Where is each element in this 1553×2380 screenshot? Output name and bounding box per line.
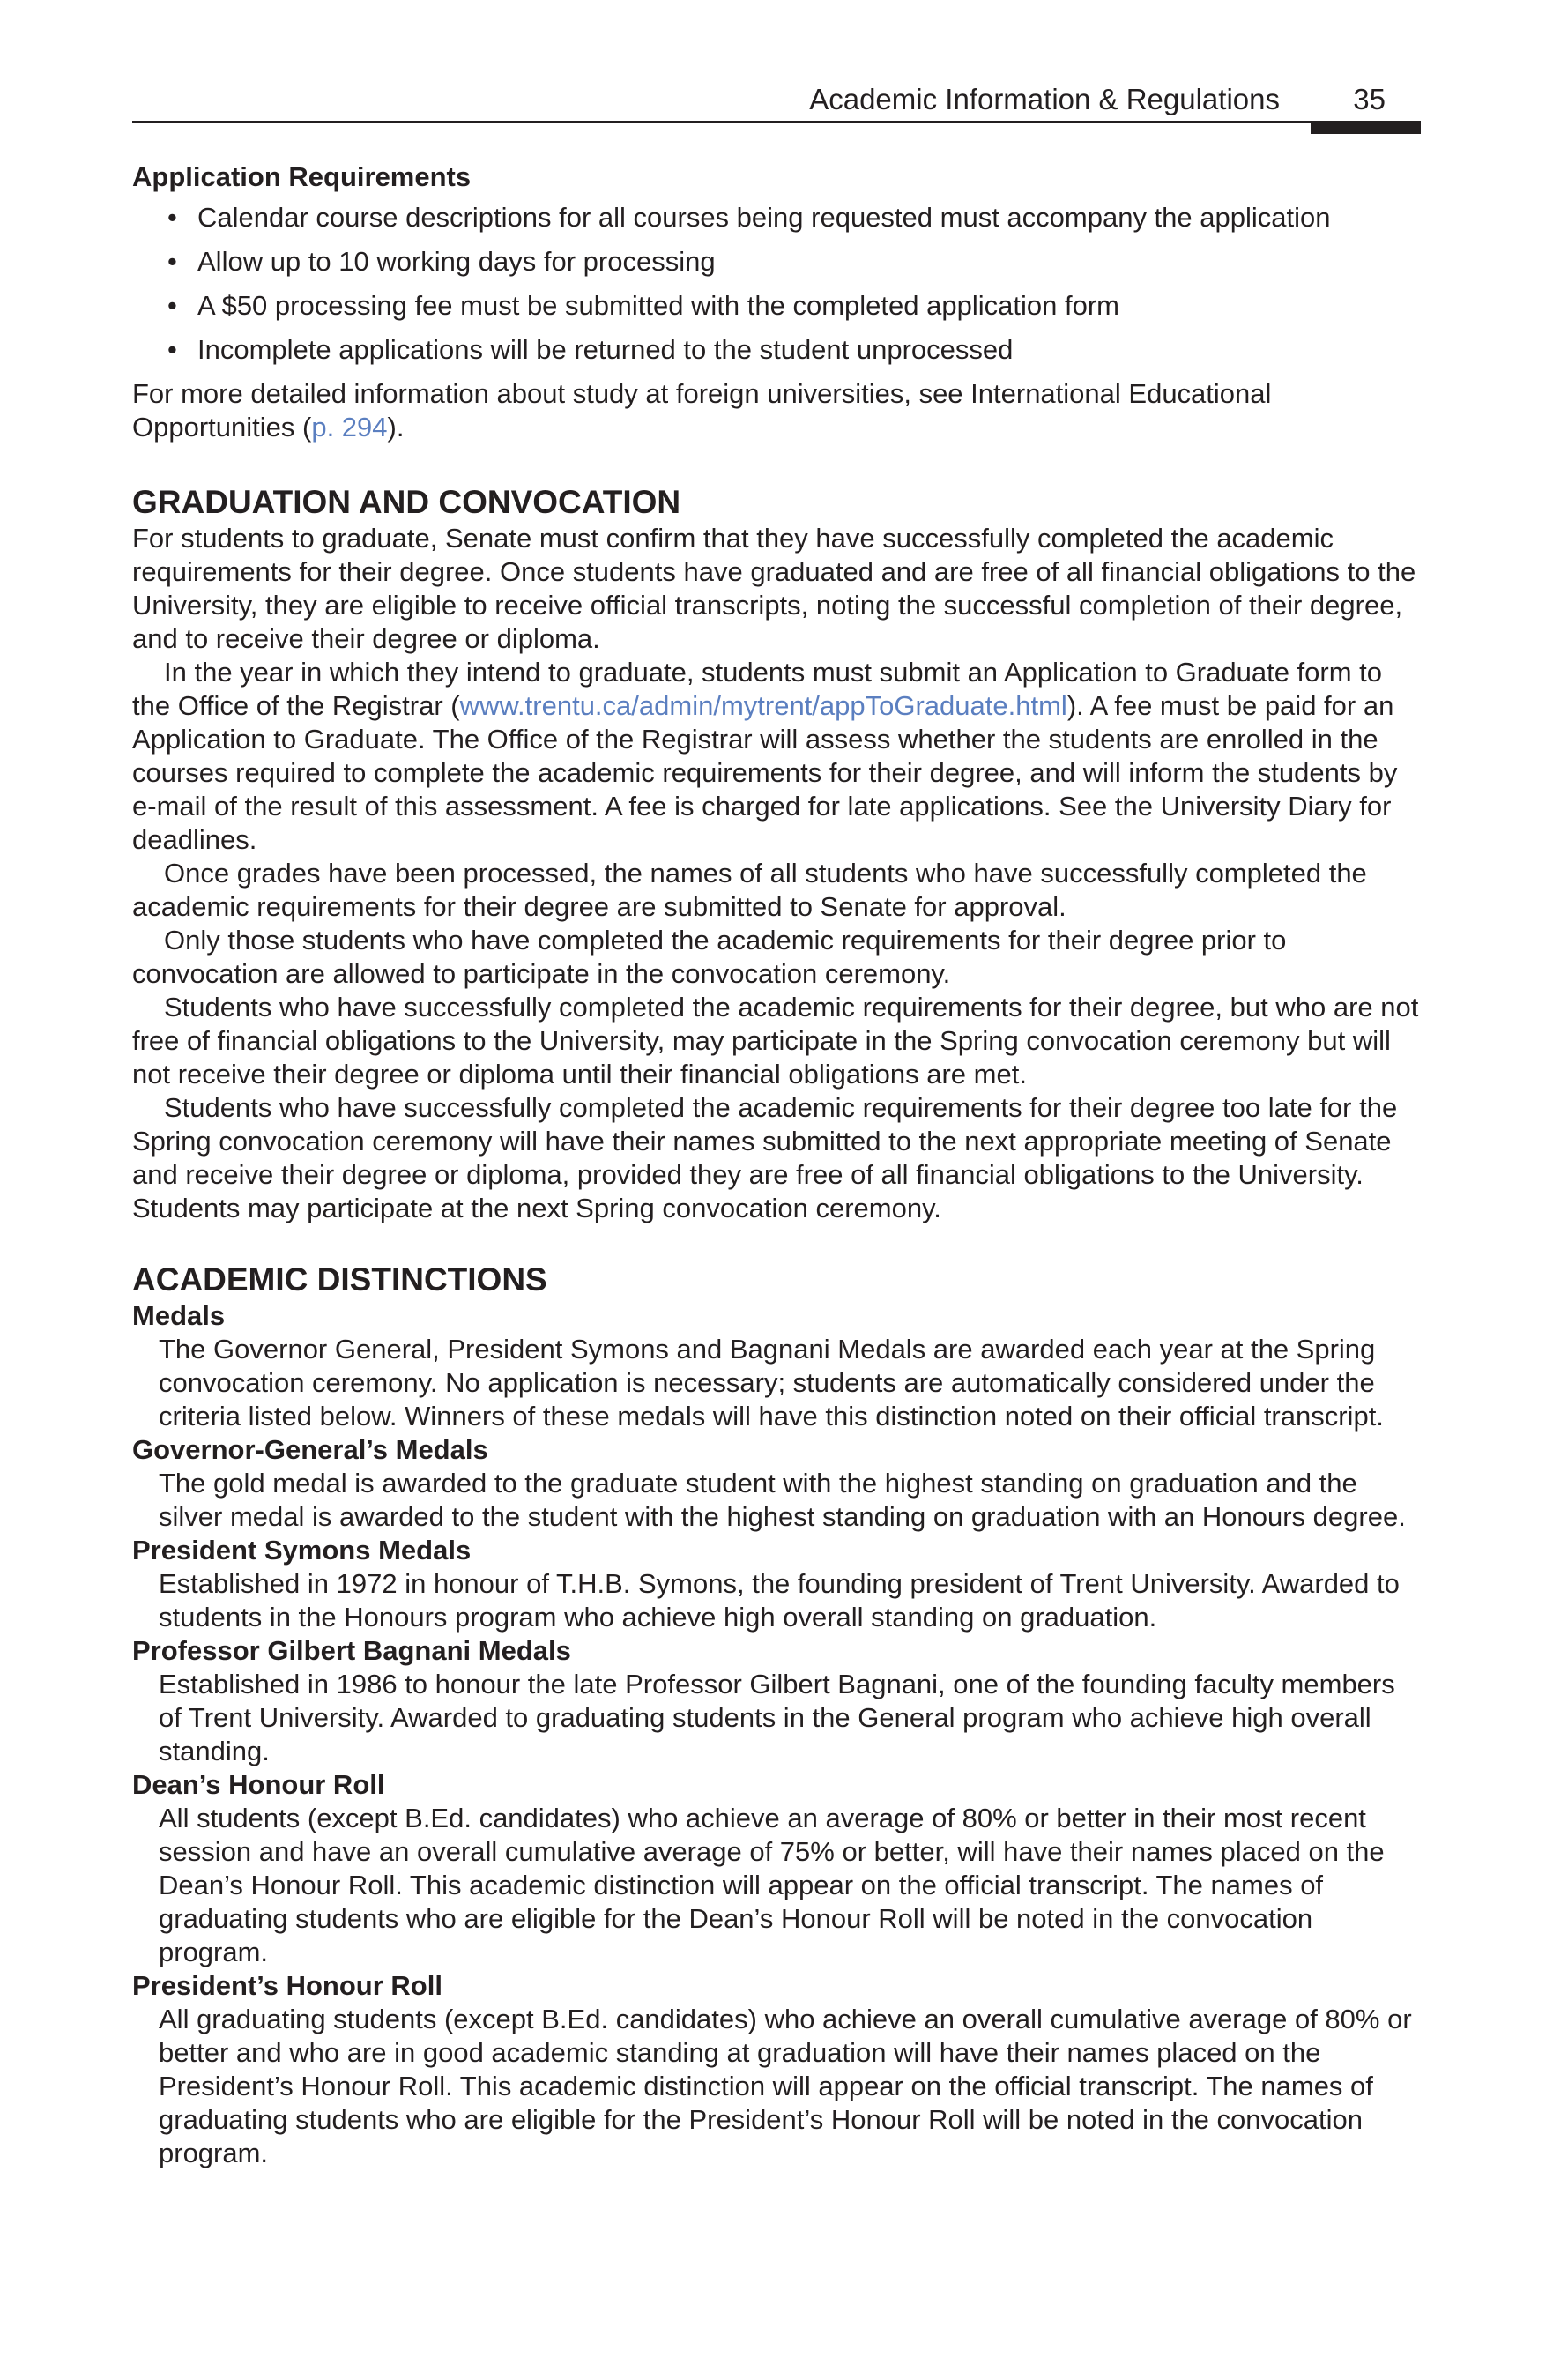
header-title: Academic Information & Regulations xyxy=(809,83,1280,115)
bagnani-medals-body: Established in 1986 to honour the late Professor Gilbert Bagnani, one of the founding faculty members of Trent University. Awarded to graduating students in the General program who achieve high overall standing. xyxy=(159,1669,1395,1766)
page-number: 35 xyxy=(1353,83,1386,115)
bagnani-medals-heading: Professor Gilbert Bagnani Medals xyxy=(132,1635,571,1666)
medals-body: The Governor General, President Symons and Bagnani Medals are awarded each year at the Spring convocation ceremony. No application is necessary; students are automatically considered under the criteria listed below. Winners of these medals will have this distinction noted on their official transcript. xyxy=(159,1334,1384,1432)
application-requirements-list xyxy=(132,201,1421,367)
academic-distinctions-heading: ACADEMIC DISTINCTIONS xyxy=(132,1261,547,1298)
medals-heading: Medals xyxy=(132,1300,226,1331)
main-content xyxy=(132,160,1421,2170)
page-294-link[interactable]: p. 294 xyxy=(311,412,388,443)
list-item: • Calendar course descriptions for all courses being requested must accompany the application xyxy=(167,202,1331,233)
header-tab-bar xyxy=(1311,121,1421,134)
presidents-honour-roll-body: All graduating students (except B.Ed. candidates) who achieve an overall cumulative average of 80% or better and who are in good academic standing at graduation will have their names placed on the President’s Honour Roll. This academic distinction will appear on the official transcript. The names of graduating students who are eligible for the President’s Honour Roll will be noted in the convocation program. xyxy=(159,2004,1412,2168)
header-rule xyxy=(132,121,1421,123)
president-symons-medals-body: Established in 1972 in honour of T.H.B. Symons, the founding president of Trent University. Awarded to students in the Honours program who achieve high overall standing on graduation. xyxy=(159,1568,1400,1633)
president-symons-medals-heading: President Symons Medals xyxy=(132,1535,472,1566)
apply-to-graduate-link[interactable]: www.trentu.ca/admin/mytrent/appToGraduate.html xyxy=(459,690,1067,721)
graduation-paragraph-2: In the year in which they intend to graduate, students must submit an Application to Graduate form to the Office of the Registrar (www.trentu.ca/admin/mytrent/appToGraduate.html). A fee must be paid for an Application to Graduate. The Office of the Registrar will assess whether the students are enrolled in the courses required to complete the academic requirements for their degree, and will inform the students by e-mail of the result of this assessment. A fee is charged for late applications. See the University Diary for deadlines. xyxy=(132,657,1398,855)
graduation-convocation-heading: GRADUATION AND CONVOCATION xyxy=(132,484,681,520)
list-item: • A $50 processing fee must be submitted with the completed application form xyxy=(167,290,1119,321)
list-item: • Allow up to 10 working days for processing xyxy=(167,246,716,277)
graduation-paragraph-1: For students to graduate, Senate must confirm that they have successfully completed the academic requirements for their degree. Once students have graduated and are free of all financial obligations to the University, they are eligible to receive official transcripts, noting the successful completion of their degree, and to receive their degree or diploma. xyxy=(132,523,1416,654)
application-requirements-heading: Application Requirements xyxy=(132,161,472,192)
governor-generals-medals-heading: Governor-General’s Medals xyxy=(132,1434,488,1465)
graduation-paragraph-6: Students who have successfully completed the academic requirements for their degree too late for the Spring convocation ceremony will have their names submitted to the next appropriate meeting of Senate and receive their degree or diploma, provided they are free of all financial obligations to the University. Students may participate at the next Spring convocation ceremony. xyxy=(132,1092,1398,1223)
bullet-icon: • xyxy=(167,290,177,321)
deans-honour-roll-heading: Dean’s Honour Roll xyxy=(132,1769,385,1800)
list-item: • Incomplete applications will be returned to the student unprocessed xyxy=(167,334,1014,365)
deans-honour-roll-body: All students (except B.Ed. candidates) who achieve an average of 80% or better in their most recent session and have an overall cumulative average of 75% or better, will have their names placed on the Dean’s Honour Roll. This academic distinction will appear on the official transcript. The names of graduating students who are eligible for the Dean’s Honour Roll will be noted in the convocation program. xyxy=(159,1803,1385,1967)
graduation-paragraph-4: Only those students who have completed the academic requirements for their degree prior to convocation are allowed to participate in the convocation ceremony. xyxy=(132,925,1287,989)
bullet-icon: • xyxy=(167,202,177,233)
bullet-icon: • xyxy=(167,246,177,277)
graduation-paragraph-5: Students who have successfully completed the academic requirements for their degree, but who are not free of financial obligations to the University, may participate in the Spring convocation ceremony but will not receive their degree or diploma until their financial obligations are met. xyxy=(132,992,1419,1090)
foreign-study-paragraph: For more detailed information about study at foreign universities, see International Educational Opportunities (p. 294). xyxy=(132,378,1272,443)
governor-generals-medals-body: The gold medal is awarded to the graduate student with the highest standing on graduation and the silver medal is awarded to the student with the highest standing on graduation with an Honours degree. xyxy=(159,1468,1406,1532)
presidents-honour-roll-heading: President’s Honour Roll xyxy=(132,1970,442,2001)
running-header xyxy=(132,0,1421,132)
graduation-paragraph-3: Once grades have been processed, the names of all students who have successfully completed the academic requirements for their degree are submitted to Senate for approval. xyxy=(132,858,1367,922)
page xyxy=(132,0,1421,2170)
bullet-icon: • xyxy=(167,334,177,365)
